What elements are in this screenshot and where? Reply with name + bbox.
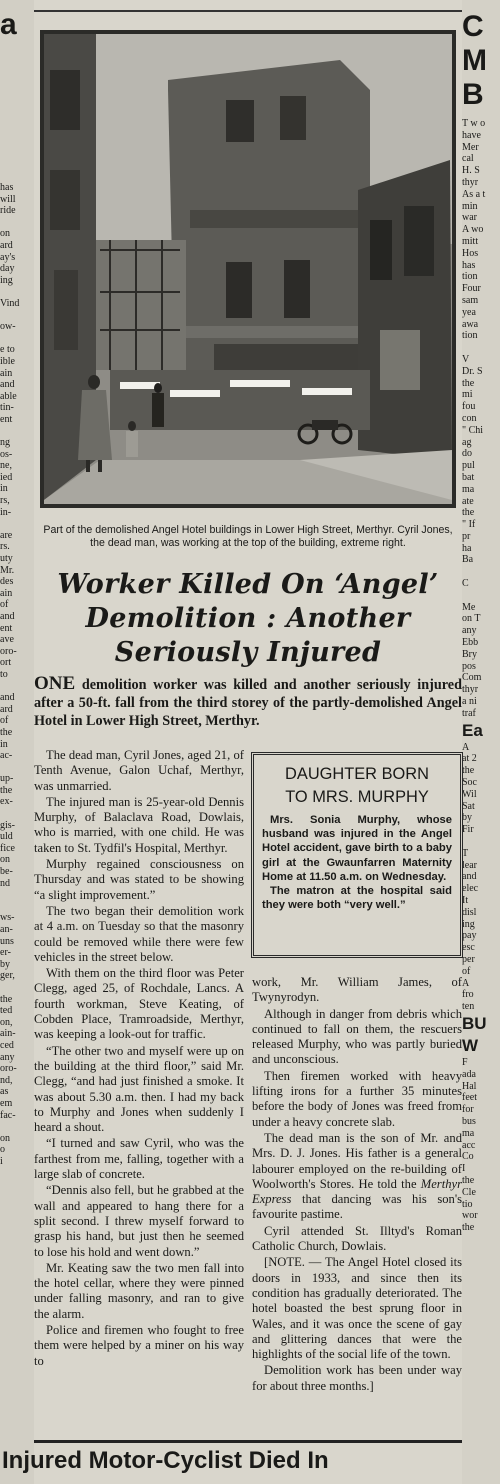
daughter-born-boxout: [251, 752, 463, 958]
left-column-text-fragment: i: [0, 1155, 3, 1167]
right-column-text-fragment: ten: [462, 1001, 475, 1013]
left-column-text-fragment: ow-: [0, 321, 16, 333]
right-column-text-fragment: " Chi: [462, 424, 484, 436]
left-column-text-fragment: [0, 1121, 34, 1133]
left-column-text-fragment: will: [0, 193, 16, 205]
body-paragraph: “The other two and myself were up on the building at the third floor,” said Mr. Clegg, “and had just finished a smoke. It was about 5.30 a.m. then. I had my back to Murphy and Jones when suddenly I heard a shout.: [34, 1043, 244, 1135]
left-column-text-fragment: ing: [0, 274, 13, 286]
right-column-text-fragment: ma: [462, 483, 475, 495]
right-column-heading-fragment: B: [462, 78, 484, 111]
body-paragraph: With them on the third floor was Peter Clegg, aged 25, of Rochdale, Lancs. A fourth workman, Steve Keating, of Cobden Place, Tramroadside, Merthyr, was keeping a look-out for traffic.: [34, 966, 244, 1042]
right-column-text-fragment: T w o: [462, 118, 486, 129]
body-paragraph: “Dennis also fell, but he grabbed at the wall and appeared to hang there for a split second. I threw myself forward to grasp his hand, but just then he seemed to lose his hold and went down.”: [34, 1183, 244, 1259]
left-column-text-fragment: [0, 217, 34, 229]
body-paragraph: [NOTE. — The Angel Hotel closed its doors in 1933, and since then its condition has gradually deteriorated. The hotel boasted the best sprung floor in Wales, and it was once the scene of gay and glittering dances that were the highlights of the social life of the town.: [252, 1255, 462, 1362]
left-column-text-fragment: any: [0, 1051, 15, 1063]
left-column-text-fragment: ave: [0, 634, 14, 646]
right-column-text-fragment: [462, 590, 500, 602]
left-column-text-fragment: fac-: [0, 1109, 16, 1121]
right-column-text-fragment: thyr: [462, 684, 479, 696]
left-column-text-fragment: an-: [0, 924, 13, 935]
right-column-text-fragment: elec: [462, 883, 479, 895]
left-column-text-fragment: uns: [0, 935, 14, 947]
right-column-text-fragment: As a t: [462, 188, 486, 200]
right-column-text-fragment: Ba: [462, 554, 474, 566]
left-column-text-fragment: rs,: [0, 495, 10, 507]
top-rule: [34, 10, 462, 12]
body-paragraph: The dead man, Cyril Jones, aged 21, of Tenth Avenue, Galon Uchaf, Merthyr, was unmarried.: [34, 748, 244, 793]
left-column-text-fragment: in-: [0, 506, 12, 518]
right-column-text-fragment: per: [462, 953, 475, 965]
right-adjacent-column: [462, 0, 500, 1484]
left-column-text-fragment: ws-: [0, 912, 15, 924]
right-column-text-fragment: pr: [462, 530, 471, 542]
lead-dropcap: ONE: [34, 673, 76, 694]
right-column-text-fragment: Hal: [462, 1080, 477, 1092]
right-column-text-fragment: tio: [462, 1198, 473, 1210]
left-column-text-fragment: ay's: [0, 251, 16, 263]
left-column-text-fragment: in: [0, 738, 8, 750]
right-column-text-fragment: and: [462, 871, 477, 883]
body-paragraph: Demolition work has been under way for about three months.]: [252, 1363, 462, 1393]
article-column-right: [252, 975, 462, 1395]
right-column-text-fragment: Wil: [462, 788, 477, 800]
right-column-text-fragment: [462, 566, 500, 578]
left-column-text-fragment: on: [0, 228, 10, 240]
left-column-text-fragment: gis-: [0, 819, 15, 831]
body-paragraph: Police and firemen who fought to free them were helped by a miner on his way to: [34, 1322, 244, 1368]
left-column-text-fragment: nd,: [0, 1074, 13, 1086]
right-column-text-fragment: Soc: [462, 777, 477, 789]
left-column-text-fragment: and: [0, 379, 15, 391]
left-column-text-fragment: of: [0, 715, 9, 727]
right-column-text-fragment: Dr. S: [462, 365, 483, 377]
right-column-text-fragment: the: [462, 1174, 475, 1186]
left-column-text-fragment: ride: [0, 205, 16, 217]
right-column-text-fragment: min: [462, 200, 478, 212]
left-column-text-fragment: oro-: [0, 1063, 17, 1075]
body-paragraph: Cyril attended St. Illtyd's Roman Catholic Church, Dowlais.: [252, 1223, 462, 1254]
left-column-text-fragment: e to: [0, 344, 15, 356]
left-column-text-fragment: on: [0, 854, 10, 866]
left-column-text-fragment: be-: [0, 866, 13, 878]
left-column-text-fragment: ard: [0, 703, 13, 715]
right-column-text-fragment: Fir: [462, 824, 474, 836]
left-column-text-fragment: [0, 901, 34, 913]
left-column-text-fragment: ted: [0, 1005, 13, 1017]
left-column-heading-fragment: a: [0, 8, 17, 41]
left-column-text-fragment: tin-: [0, 402, 14, 414]
right-column-text-fragment: pay: [462, 930, 477, 942]
right-column-text-fragment: thyr: [462, 176, 479, 188]
right-column-text-fragment: has: [462, 259, 476, 271]
left-column-text-fragment: [0, 333, 34, 345]
right-column-text-fragment: Hos: [462, 247, 479, 259]
left-column-text-fragment: by: [0, 958, 10, 970]
right-column-text-fragment: acc: [462, 1139, 476, 1151]
boxout-paragraph: The matron at the hospital said they were both “very well.”: [262, 885, 452, 912]
right-column-heading-fragment: M: [462, 44, 487, 77]
right-column-text-fragment: H. S: [462, 165, 480, 177]
right-column-text-fragment: ing: [462, 918, 475, 930]
body-paragraph: The two began their demolition work at 4 a.m. on Tuesday so that the masonry could be removed while there were few vehicles in the street below.: [34, 903, 244, 964]
body-paragraph: The injured man is 25-year-old Dennis Murphy, of Balaclava Road, Dowlais, who is married, with one child. He was taken to St. Tydfil's Hospital, Merthyr.: [34, 794, 244, 855]
boxout-heading-line-1: DAUGHTER BORN: [285, 765, 429, 783]
body-paragraph: Mr. Keating saw the two men fall into the hotel cellar, where they were pinned under falling masonry, and ran to give the alarm.: [34, 1260, 244, 1321]
body-text: that dancing was his son's favourite pastime.: [252, 1192, 462, 1222]
left-column-text-fragment: ard: [0, 239, 13, 251]
right-column-text-fragment: Four: [462, 283, 481, 295]
right-column-text-fragment: the: [462, 765, 475, 777]
left-column-text-fragment: ain: [0, 367, 13, 379]
right-column-heading-fragment: C: [462, 10, 484, 43]
left-column-text-fragment: ain-: [0, 1028, 16, 1040]
right-column-text-fragment: bat: [462, 471, 475, 483]
right-column-text-fragment: the: [462, 1222, 475, 1234]
left-column-text-fragment: des: [0, 576, 14, 588]
left-column-text-fragment: ng: [0, 437, 10, 449]
left-column-text-fragment: ne,: [0, 460, 12, 472]
article: [34, 0, 462, 1484]
left-column-text: [0, 0, 34, 1167]
left-column-text-fragment: rs.: [0, 541, 10, 553]
body-paragraph: “I turned and saw Cyril, who was the farthest from me, falling, together with a large slab of concrete.: [34, 1136, 244, 1182]
right-column-text-fragment: Sat: [462, 800, 475, 812]
left-column-text-fragment: [0, 518, 34, 530]
article-headline: [34, 568, 462, 670]
lead-text: demolition worker was killed and another seriously injured after a 50-ft. fall from the third storey of the partly-demolished Angel Hotel in Lower High Street, Merthyr.: [34, 677, 462, 729]
right-column-text-fragment: mitt: [462, 235, 479, 247]
bottom-rule: [34, 1440, 462, 1443]
left-column-text-fragment: er-: [0, 947, 11, 959]
body-paragraph: work, Mr. William James, of Twynyrodyn.: [252, 975, 462, 1005]
body-paragraph: Then firemen worked with heavy lifting irons for a further 35 minutes before the body of Jones was freed from under a heavy concrete slab.: [252, 1068, 462, 1129]
left-adjacent-column: [0, 0, 34, 1484]
right-column-text-fragment: ada: [462, 1068, 476, 1080]
right-column-text-fragment: on T: [462, 613, 481, 625]
right-column-text-fragment: fro: [462, 989, 474, 1001]
right-column-text-fragment: pul: [462, 460, 475, 472]
left-column-text-fragment: the: [0, 784, 13, 796]
right-column-text-fragment: awa: [462, 318, 479, 330]
left-column-text-fragment: ort: [0, 657, 12, 669]
right-column-text-fragment: A: [462, 741, 470, 753]
right-column-text-fragment: war: [462, 212, 477, 224]
boxout-paragraph: Mrs. Sonia Murphy, whose husband was injured in the Angel Hotel accident, gave birth to a baby girl at the Gwaunfarren Maternity Home at 11.50 a.m. on Wednesday.: [262, 814, 452, 883]
right-column-text-fragment: fou: [462, 401, 476, 413]
left-column-text-fragment: has: [0, 182, 14, 193]
left-column-text-fragment: up-: [0, 773, 14, 785]
right-column-text-fragment: any: [462, 625, 477, 637]
left-column-text-fragment: to: [0, 668, 8, 680]
headline-line-2: Demolition : Another: [85, 603, 411, 634]
body-paragraph: Although in danger from debris which continued to fall on them, the rescuers released Murphy, who was partly buried and unconscious.: [252, 1006, 462, 1067]
right-column-text-fragment: yea: [462, 306, 476, 318]
lead-paragraph: [34, 675, 462, 730]
right-column-text-fragment: tion: [462, 271, 478, 283]
headline-line-3: Seriously Injured: [114, 637, 382, 668]
right-column-text-fragment: T: [462, 847, 469, 859]
right-column-text-fragment: by: [462, 812, 472, 824]
right-column-text: [462, 0, 500, 1234]
right-column-text-fragment: I: [462, 1163, 466, 1175]
right-column-subhead-fragment: Ea: [462, 720, 483, 740]
photo-caption: Part of the demolished Angel Hotel buildings in Lower High Street, Merthyr. Cyril Jones, the dead man, was working at the top of the building, extreme right.: [43, 524, 453, 549]
left-column-text-fragment: the: [0, 993, 13, 1005]
headline-line-1: Worker Killed On ‘Angel’: [57, 569, 439, 600]
left-column-text-fragment: o: [0, 1144, 5, 1156]
left-column-text-fragment: uty: [0, 553, 13, 564]
demolished-hotel-photo: [40, 30, 456, 508]
right-column-text-fragment: lear: [462, 859, 477, 871]
left-column-text-fragment: the: [0, 726, 13, 738]
boxout-heading: [262, 763, 452, 809]
right-column-text-fragment: Me: [462, 601, 476, 613]
left-column-text-fragment: [0, 982, 34, 994]
right-column-text-fragment: Co: [462, 1151, 474, 1163]
right-column-text-fragment: a ni: [462, 696, 477, 708]
left-column-text-fragment: in: [0, 483, 8, 495]
right-column-text-fragment: Cle: [462, 1186, 476, 1198]
left-column-text-fragment: fice: [0, 842, 15, 854]
left-column-text-fragment: able: [0, 390, 17, 402]
right-column-text-fragment: esc: [462, 942, 475, 954]
left-column-text-fragment: on,: [0, 1016, 13, 1028]
left-column-text-fragment: ac-: [0, 750, 13, 762]
left-column-text-fragment: Vind: [0, 297, 20, 309]
left-column-text-fragment: uld: [0, 831, 13, 843]
right-column-text-fragment: [462, 342, 500, 354]
right-column-text-fragment: pos: [462, 660, 476, 672]
right-column-text-fragment: It: [462, 895, 469, 906]
right-column-text-fragment: ha: [462, 542, 472, 554]
left-column-text-fragment: and: [0, 692, 15, 704]
right-column-text-fragment: mi: [462, 389, 473, 401]
right-column-text-fragment: ma: [462, 1127, 475, 1139]
right-column-text-fragment: cal: [462, 153, 474, 165]
next-article-headline: Injured Motor-Cyclist Died In: [2, 1447, 329, 1474]
left-column-text-fragment: ced: [0, 1039, 14, 1051]
left-column-text-fragment: Mr.: [0, 564, 15, 576]
left-column-text-fragment: em: [0, 1097, 13, 1109]
right-column-text-fragment: " If: [462, 519, 476, 531]
left-column-text-fragment: os-: [0, 448, 13, 460]
right-column-text-fragment: for: [462, 1104, 474, 1116]
left-column-text-fragment: ent: [0, 622, 13, 634]
left-column-text-fragment: ible: [0, 355, 15, 367]
boxout-heading-line-2: TO MRS. MURPHY: [285, 788, 429, 806]
left-column-text-fragment: of: [0, 599, 9, 611]
right-column-text-fragment: F: [462, 1056, 468, 1068]
left-column-text-fragment: [0, 425, 34, 437]
left-column-text-fragment: and: [0, 610, 15, 622]
right-column-text-fragment: V: [462, 353, 470, 365]
body-paragraph: [252, 1131, 462, 1223]
right-column-text-fragment: of: [462, 965, 471, 977]
left-column-text-fragment: ex-: [0, 796, 13, 808]
right-column-text-fragment: A wo: [462, 224, 484, 236]
right-column-text-fragment: con: [462, 412, 477, 424]
right-column-text-fragment: do: [462, 448, 472, 460]
left-column-text-fragment: ent: [0, 413, 13, 425]
left-column-text-fragment: [0, 762, 34, 774]
right-column-text-fragment: sam: [462, 294, 479, 306]
right-column-text-fragment: Com: [462, 672, 482, 684]
right-column-text-fragment: Bry: [462, 648, 477, 660]
right-column-text-fragment: Mer: [462, 141, 479, 153]
left-column-text-fragment: ain: [0, 587, 13, 599]
boxout-body: [262, 813, 452, 912]
left-column-text-fragment: [0, 889, 34, 901]
right-column-text-fragment: wor: [462, 1210, 478, 1222]
right-column-subhead-fragment: BU: [462, 1013, 487, 1033]
right-column-text-fragment: C: [462, 578, 469, 590]
left-column-text-fragment: [0, 286, 34, 298]
left-column-text-fragment: [0, 310, 34, 322]
right-column-text-fragment: traf: [462, 707, 476, 719]
right-column-text-fragment: ate: [462, 495, 474, 507]
left-column-text-fragment: as: [0, 1086, 9, 1098]
left-column-text-fragment: [0, 808, 34, 820]
right-column-text-fragment: have: [462, 129, 481, 141]
right-column-text-fragment: disl: [462, 906, 477, 918]
right-column-text-fragment: feet: [462, 1092, 477, 1104]
right-column-text-fragment: Ebb: [462, 637, 479, 649]
left-column-text-fragment: ger,: [0, 970, 15, 982]
left-column-text-fragment: oro-: [0, 645, 17, 657]
right-column-text-fragment: [462, 836, 500, 848]
right-column-text-fragment: the: [462, 377, 475, 389]
body-paragraph: Murphy regained consciousness on Thursday and was stated to be showing “a slight improvement.”: [34, 857, 244, 902]
body-text: The dead man is the son of Mr. and Mrs. D. J. Jones. His father is a general labourer employed on the re-building of Woolworth's Stores. He told the: [252, 1130, 462, 1191]
left-column-text-fragment: are: [0, 529, 13, 541]
left-column-text-fragment: on: [0, 1132, 10, 1144]
left-column-text-fragment: ied: [0, 471, 13, 483]
right-column-text-fragment: ag: [462, 436, 472, 448]
right-column-text-fragment: A: [462, 977, 470, 989]
right-column-subhead-fragment: W: [462, 1035, 479, 1055]
article-column-left: [34, 748, 244, 1370]
right-column-text-fragment: tion: [462, 330, 478, 342]
left-column-text-fragment: nd: [0, 877, 10, 889]
left-column-text-fragment: day: [0, 263, 15, 275]
right-column-text-fragment: bus: [462, 1115, 476, 1127]
right-column-text-fragment: at 2: [462, 753, 477, 765]
newspaper-name: Merthyr Express: [252, 1176, 462, 1207]
left-column-text-fragment: [0, 681, 34, 693]
right-column-text-fragment: the: [462, 507, 475, 519]
